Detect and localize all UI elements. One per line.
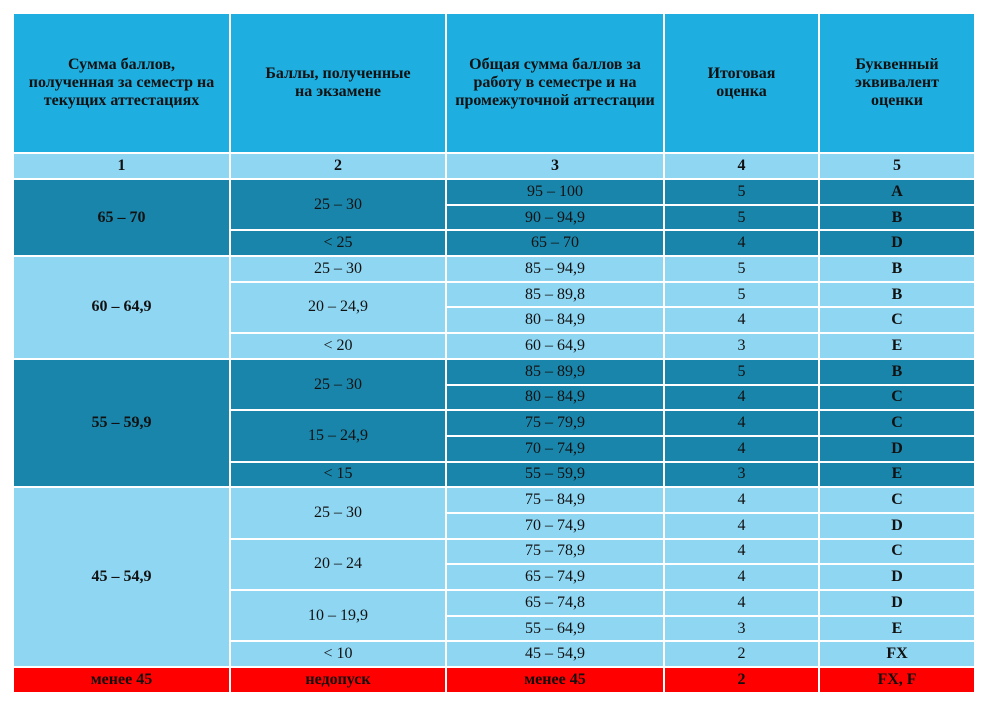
header-final-grade: Итоговая оценка xyxy=(664,13,819,153)
final-grade-cell: 4 xyxy=(664,436,819,462)
final-grade-cell: 5 xyxy=(664,205,819,231)
final-grade-cell: 3 xyxy=(664,462,819,488)
total-range-cell: 80 – 84,9 xyxy=(446,385,664,411)
total-range-cell: 95 – 100 xyxy=(446,179,664,205)
final-grade-cell: 5 xyxy=(664,256,819,282)
letter-grade-cell: E xyxy=(819,333,975,359)
final-grade-cell: 4 xyxy=(664,539,819,565)
final-grade-cell: 2 xyxy=(664,667,819,693)
exam-range-cell: 20 – 24 xyxy=(230,539,446,590)
letter-grade-cell: B xyxy=(819,256,975,282)
letter-grade-cell: FX, F xyxy=(819,667,975,693)
exam-range-cell: недопуск xyxy=(230,667,446,693)
total-range-cell: 55 – 59,9 xyxy=(446,462,664,488)
semester-range-cell: 45 – 54,9 xyxy=(13,487,230,667)
final-grade-cell: 4 xyxy=(664,564,819,590)
total-range-cell: 70 – 74,9 xyxy=(446,513,664,539)
table-row xyxy=(13,359,975,385)
final-grade-cell: 5 xyxy=(664,179,819,205)
total-range-cell: 85 – 89,9 xyxy=(446,359,664,385)
letter-grade-cell: C xyxy=(819,539,975,565)
final-grade-cell: 4 xyxy=(664,513,819,539)
exam-range-cell: 15 – 24,9 xyxy=(230,410,446,461)
letter-grade-cell: C xyxy=(819,410,975,436)
column-number: 3 xyxy=(446,153,664,179)
letter-grade-cell: E xyxy=(819,462,975,488)
semester-range-cell: 65 – 70 xyxy=(13,179,230,256)
letter-grade-cell: B xyxy=(819,205,975,231)
final-grade-cell: 4 xyxy=(664,307,819,333)
total-range-cell: менее 45 xyxy=(446,667,664,693)
letter-grade-cell: D xyxy=(819,590,975,616)
exam-range-cell: 25 – 30 xyxy=(230,359,446,410)
total-range-cell: 70 – 74,9 xyxy=(446,436,664,462)
table-row xyxy=(13,256,975,282)
total-range-cell: 75 – 84,9 xyxy=(446,487,664,513)
total-range-cell: 85 – 89,8 xyxy=(446,282,664,308)
table-row xyxy=(13,487,975,513)
exam-range-cell: < 25 xyxy=(230,230,446,256)
letter-grade-cell: C xyxy=(819,487,975,513)
final-grade-cell: 4 xyxy=(664,230,819,256)
header-row xyxy=(13,13,975,153)
total-range-cell: 90 – 94,9 xyxy=(446,205,664,231)
final-grade-cell: 5 xyxy=(664,359,819,385)
final-grade-cell: 4 xyxy=(664,385,819,411)
letter-grade-cell: D xyxy=(819,513,975,539)
total-range-cell: 55 – 64,9 xyxy=(446,616,664,642)
total-range-cell: 65 – 74,8 xyxy=(446,590,664,616)
fail-row xyxy=(13,667,975,693)
final-grade-cell: 4 xyxy=(664,487,819,513)
total-range-cell: 45 – 54,9 xyxy=(446,641,664,667)
semester-range-cell: менее 45 xyxy=(13,667,230,693)
grading-scale-table xyxy=(12,12,976,694)
header-semester-points: Сумма баллов, полученная за семестр на текущих аттестациях xyxy=(13,13,230,153)
total-range-cell: 65 – 70 xyxy=(446,230,664,256)
table-row xyxy=(13,179,975,205)
letter-grade-cell: E xyxy=(819,616,975,642)
letter-grade-cell: B xyxy=(819,359,975,385)
column-number: 5 xyxy=(819,153,975,179)
letter-grade-cell: C xyxy=(819,385,975,411)
total-range-cell: 65 – 74,9 xyxy=(446,564,664,590)
final-grade-cell: 3 xyxy=(664,616,819,642)
column-number-row xyxy=(13,153,975,179)
exam-range-cell: < 10 xyxy=(230,641,446,667)
column-number: 1 xyxy=(13,153,230,179)
final-grade-cell: 4 xyxy=(664,590,819,616)
final-grade-cell: 4 xyxy=(664,410,819,436)
final-grade-cell: 5 xyxy=(664,282,819,308)
exam-range-cell: 25 – 30 xyxy=(230,256,446,282)
letter-grade-cell: A xyxy=(819,179,975,205)
letter-grade-cell: D xyxy=(819,230,975,256)
column-number: 4 xyxy=(664,153,819,179)
exam-range-cell: < 15 xyxy=(230,462,446,488)
exam-range-cell: 25 – 30 xyxy=(230,487,446,538)
header-letter-grade: Буквенный эквивалент оценки xyxy=(819,13,975,153)
final-grade-cell: 2 xyxy=(664,641,819,667)
exam-range-cell: 10 – 19,9 xyxy=(230,590,446,641)
letter-grade-cell: B xyxy=(819,282,975,308)
letter-grade-cell: D xyxy=(819,436,975,462)
final-grade-cell: 3 xyxy=(664,333,819,359)
total-range-cell: 80 – 84,9 xyxy=(446,307,664,333)
total-range-cell: 60 – 64,9 xyxy=(446,333,664,359)
total-range-cell: 85 – 94,9 xyxy=(446,256,664,282)
total-range-cell: 75 – 78,9 xyxy=(446,539,664,565)
exam-range-cell: 20 – 24,9 xyxy=(230,282,446,333)
column-number: 2 xyxy=(230,153,446,179)
semester-range-cell: 55 – 59,9 xyxy=(13,359,230,487)
exam-range-cell: 25 – 30 xyxy=(230,179,446,230)
semester-range-cell: 60 – 64,9 xyxy=(13,256,230,359)
exam-range-cell: < 20 xyxy=(230,333,446,359)
total-range-cell: 75 – 79,9 xyxy=(446,410,664,436)
letter-grade-cell: C xyxy=(819,307,975,333)
header-exam-points: Баллы, полученные на экзамене xyxy=(230,13,446,153)
letter-grade-cell: D xyxy=(819,564,975,590)
letter-grade-cell: FX xyxy=(819,641,975,667)
header-total-points: Общая сумма баллов за работу в семестре и на промежуточной аттестации xyxy=(446,13,664,153)
